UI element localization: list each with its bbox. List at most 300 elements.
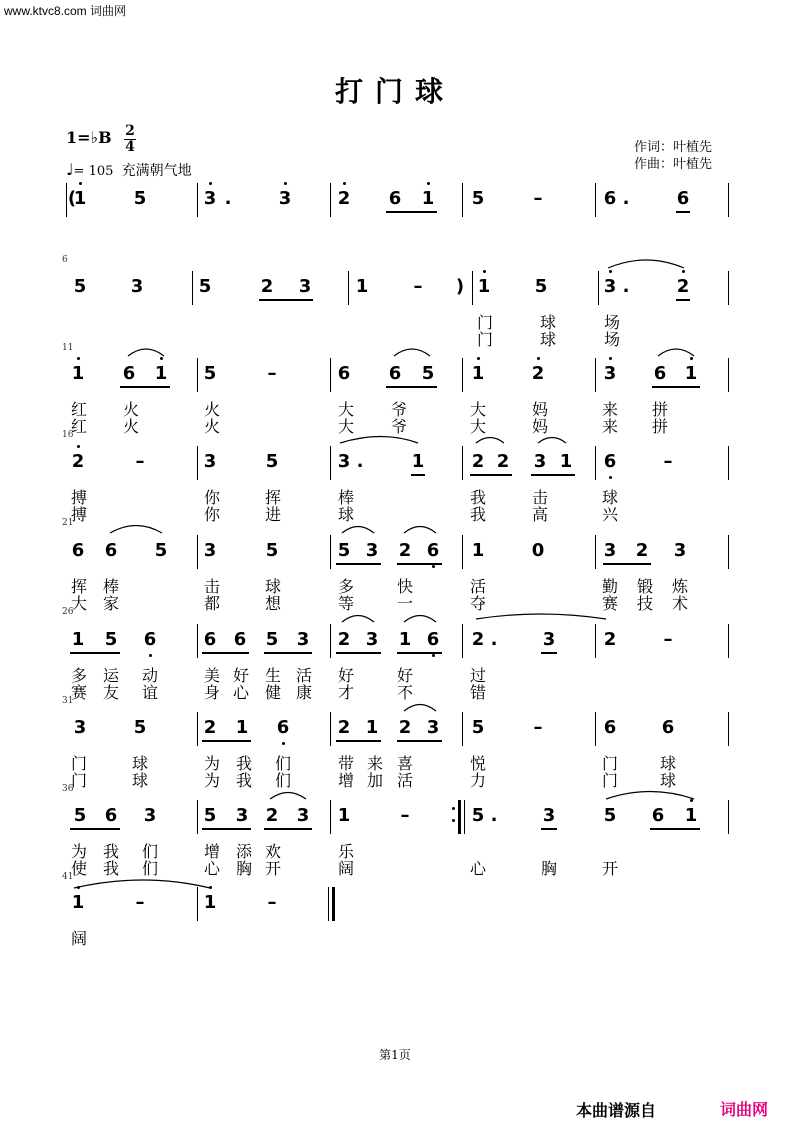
- note: (: [67, 188, 77, 209]
- lyric-1: 门: [476, 313, 493, 332]
- note: 6: [233, 629, 247, 650]
- low-octave-dot: [282, 742, 285, 745]
- composer-credit: 作曲：叶植先: [634, 157, 713, 172]
- tempo-marking: [66, 160, 192, 180]
- source-text: 本曲谱源自: [576, 1101, 657, 1120]
- note: 1: [467, 364, 489, 384]
- note: 5: [265, 540, 279, 561]
- barline: [330, 535, 331, 569]
- note: 1: [680, 364, 702, 384]
- lyric-2: 健: [264, 683, 281, 702]
- lyric-1: 击: [531, 488, 548, 507]
- note: 6: [71, 540, 85, 561]
- lyric-2: 友: [102, 683, 119, 702]
- underline-beam: [411, 474, 425, 476]
- note: 5: [534, 276, 548, 297]
- note: 2: [203, 717, 217, 738]
- note: 6: [272, 718, 294, 738]
- high-octave-dot: [343, 182, 346, 185]
- lyric-1: 过: [469, 666, 486, 685]
- lyric-1: 好: [396, 666, 413, 685]
- high-octave-dot: [209, 182, 212, 185]
- high-octave-dot: [77, 445, 80, 448]
- repeat-thick-bar: [458, 800, 461, 834]
- high-octave-dot: [477, 357, 480, 360]
- lyric-2: 大: [70, 594, 87, 613]
- note: 5: [421, 363, 435, 384]
- lyric-1: 们: [274, 754, 291, 773]
- lyric-2: 火: [122, 417, 139, 436]
- page-title: 打门球: [334, 75, 455, 108]
- barline: [197, 358, 198, 392]
- note: 2: [398, 540, 412, 561]
- lyric-2: 进: [264, 505, 281, 524]
- note: 6: [676, 188, 690, 209]
- slur: [538, 438, 566, 444]
- lyric-1: 棒: [102, 577, 119, 596]
- lyric-2: 活: [396, 771, 413, 790]
- underline-beam: [397, 740, 442, 742]
- underline-beam: [259, 299, 313, 301]
- repeat-dot: [452, 807, 455, 810]
- note: 2: [337, 629, 351, 650]
- slur: [476, 438, 504, 444]
- barline: [595, 358, 596, 392]
- note: 6: [139, 630, 161, 650]
- barline: [595, 446, 596, 480]
- underline-beam: [386, 386, 437, 388]
- note: –: [533, 188, 543, 209]
- lyric-1: 爷: [390, 400, 407, 419]
- measure-number: 41: [62, 872, 74, 882]
- barline: [197, 446, 198, 480]
- barline: [197, 887, 198, 921]
- lyric-2: 胸: [540, 859, 557, 878]
- barline: [472, 271, 473, 305]
- note: 2: [471, 451, 485, 472]
- lyric-1: 活: [469, 577, 486, 596]
- lyric-1: 球: [659, 754, 676, 773]
- note: 3: [599, 364, 621, 384]
- lyric-1: 大: [469, 400, 486, 419]
- measure-number: 16: [62, 430, 74, 440]
- note: 3: [542, 805, 556, 826]
- note: 6: [422, 630, 444, 650]
- underline-beam: [397, 563, 442, 565]
- lyric-1: 拼: [651, 400, 668, 419]
- barline: [462, 446, 463, 480]
- note: 1: [355, 276, 369, 297]
- slur: [270, 793, 306, 800]
- tempo-value: = 105: [73, 164, 114, 179]
- lyric-2: 球: [659, 771, 676, 790]
- barline: [330, 624, 331, 658]
- lyric-1: 门: [70, 754, 87, 773]
- lyric-2: 妈: [531, 417, 548, 436]
- lyric-2: 为: [203, 771, 220, 790]
- note: 3: [542, 629, 556, 650]
- high-octave-dot: [77, 357, 80, 360]
- note: 2: [672, 277, 694, 297]
- slur: [606, 792, 694, 800]
- lyric-1: 多: [70, 666, 87, 685]
- note: .: [622, 188, 630, 209]
- barline: [728, 624, 729, 658]
- underline-beam: [120, 386, 170, 388]
- lyric-2: 谊: [141, 683, 158, 702]
- note: 6: [337, 363, 351, 384]
- note: ): [455, 276, 465, 297]
- lyric-2: 们: [141, 859, 158, 878]
- note: 6: [388, 363, 402, 384]
- underline-beam: [264, 652, 312, 654]
- barline: [728, 535, 729, 569]
- lyric-2: 想: [264, 594, 281, 613]
- lyric-2: 我: [469, 505, 486, 524]
- note: 2: [337, 717, 351, 738]
- note: 5: [203, 363, 217, 384]
- note: 2: [260, 276, 274, 297]
- high-octave-dot: [690, 357, 693, 360]
- lyric-1: 勤: [601, 577, 618, 596]
- slur: [404, 616, 436, 623]
- note: 5: [471, 717, 485, 738]
- note: 5: [471, 805, 485, 826]
- note: 5: [471, 188, 485, 209]
- lyric-1: 击: [203, 577, 220, 596]
- underline-beam: [202, 740, 251, 742]
- note: 6: [599, 452, 621, 472]
- lyric-1: 好: [337, 666, 354, 685]
- measure-number: 6: [62, 255, 68, 265]
- note: .: [622, 276, 630, 297]
- slur: [342, 616, 374, 623]
- lyric-1: 为: [203, 754, 220, 773]
- barline: [595, 624, 596, 658]
- note: 6: [388, 188, 402, 209]
- lyric-2: 胸: [235, 859, 252, 878]
- note: .: [224, 188, 232, 209]
- lyric-2: 我: [102, 859, 119, 878]
- lyric-2: 加: [366, 771, 383, 790]
- lyric-2: 技: [636, 594, 653, 613]
- lyric-2: 拼: [651, 417, 668, 436]
- barline: [330, 712, 331, 746]
- slur: [658, 349, 694, 356]
- lyric-1: 我: [235, 754, 252, 773]
- source-logo[interactable]: 词曲网: [720, 1100, 769, 1119]
- note: –: [135, 451, 145, 472]
- lyric-2: 都: [203, 594, 220, 613]
- barline: [462, 624, 463, 658]
- lyric-2: 康: [295, 683, 312, 702]
- underline-beam: [650, 828, 700, 830]
- lyric-1: 火: [122, 400, 139, 419]
- lyric-1: 生: [264, 666, 281, 685]
- note: 5: [603, 805, 617, 826]
- lyric-2: 夺: [469, 594, 486, 613]
- underline-beam: [603, 563, 651, 565]
- barline: [728, 271, 729, 305]
- lyric-2: 兴: [601, 505, 618, 524]
- high-octave-dot: [690, 799, 693, 802]
- lyric-2: 身: [203, 683, 220, 702]
- barline: [66, 183, 67, 217]
- measure-number: 31: [62, 696, 74, 706]
- underline-beam: [541, 652, 557, 654]
- note: 3: [143, 805, 157, 826]
- note: –: [400, 805, 410, 826]
- high-octave-dot: [537, 357, 540, 360]
- lyric-2: 大: [337, 417, 354, 436]
- high-octave-dot: [79, 182, 82, 185]
- note: 1: [235, 717, 249, 738]
- note: 1: [337, 805, 351, 826]
- lyric-2: 门: [70, 771, 87, 790]
- note: 6: [422, 541, 444, 561]
- note: 3: [365, 629, 379, 650]
- underline-beam: [336, 652, 381, 654]
- lyric-1: 阔: [70, 929, 87, 948]
- underline-beam: [336, 740, 381, 742]
- note: 6: [104, 540, 118, 561]
- note: 2: [471, 629, 485, 650]
- barline: [462, 183, 463, 217]
- watermark: www.ktvc8.com 词曲网: [4, 4, 127, 18]
- note: 5: [265, 451, 279, 472]
- barline: [462, 535, 463, 569]
- lyric-1: 添: [235, 842, 252, 861]
- repeat-thin-bar: [464, 800, 465, 834]
- underline-beam: [676, 299, 690, 301]
- underline-beam: [70, 828, 120, 830]
- note: 1: [559, 451, 573, 472]
- lyric-1: 悦: [469, 754, 486, 773]
- low-octave-dot: [609, 476, 612, 479]
- lyric-1: 球: [264, 577, 281, 596]
- barline: [330, 446, 331, 480]
- note: 3: [426, 717, 440, 738]
- lyric-1: 来: [366, 754, 383, 773]
- lyric-2: 搏: [70, 505, 87, 524]
- high-octave-dot: [209, 886, 212, 889]
- lyric-2: 一: [396, 594, 413, 613]
- note: 5: [198, 276, 212, 297]
- lyric-2: 赛: [601, 594, 618, 613]
- barline: [728, 183, 729, 217]
- measure-number: 21: [62, 518, 74, 528]
- barline: [728, 800, 729, 834]
- barline: [192, 271, 193, 305]
- slur: [342, 527, 374, 534]
- barline: [595, 183, 596, 217]
- note: 1: [69, 189, 91, 209]
- lyric-1: 带: [337, 754, 354, 773]
- underline-beam: [470, 474, 512, 476]
- lyric-2: 才: [337, 683, 354, 702]
- note: 3: [199, 189, 221, 209]
- lyric-2: 球: [131, 771, 148, 790]
- key-signature: 1=♭B: [66, 128, 112, 147]
- slur: [404, 527, 436, 534]
- note: 2: [496, 451, 510, 472]
- lyric-2: 使: [70, 859, 87, 878]
- final-thick-bar: [332, 887, 335, 921]
- lyric-1: 快: [396, 577, 413, 596]
- note: 5: [337, 540, 351, 561]
- note: –: [267, 892, 277, 913]
- note: 3: [203, 540, 217, 561]
- note: 3: [673, 540, 687, 561]
- lyric-1: 球: [601, 488, 618, 507]
- slur: [404, 705, 436, 712]
- barline: [197, 712, 198, 746]
- note: –: [533, 717, 543, 738]
- slur: [394, 349, 430, 356]
- barline: [728, 358, 729, 392]
- repeat-dot: [452, 819, 455, 822]
- note: 3: [365, 540, 379, 561]
- slur: [110, 526, 162, 534]
- lyric-1: 运: [102, 666, 119, 685]
- note: 1: [199, 893, 221, 913]
- time-signature-top: 2: [125, 123, 135, 139]
- lyric-1: 场: [603, 313, 620, 332]
- slur: [608, 260, 684, 268]
- lyric-2: 心: [203, 859, 220, 878]
- note: 6: [603, 717, 617, 738]
- lyric-2: 球: [539, 330, 556, 349]
- lyric-2: 等: [337, 594, 354, 613]
- barline: [728, 712, 729, 746]
- lyric-2: 力: [469, 771, 486, 790]
- slur: [340, 437, 418, 444]
- note: 6: [122, 363, 136, 384]
- barline: [462, 358, 463, 392]
- lyric-2: 大: [469, 417, 486, 436]
- lyric-2: 来: [601, 417, 618, 436]
- lyric-2: 你: [203, 505, 220, 524]
- note: –: [663, 629, 673, 650]
- note: 3: [130, 276, 144, 297]
- barline: [348, 271, 349, 305]
- note: 0: [531, 540, 545, 561]
- note: 6: [661, 717, 675, 738]
- measure-number: 36: [62, 784, 74, 794]
- high-octave-dot: [284, 182, 287, 185]
- underline-beam: [202, 652, 249, 654]
- note: 2: [265, 805, 279, 826]
- note: 6: [653, 363, 667, 384]
- note: 5: [73, 805, 87, 826]
- note: –: [267, 363, 277, 384]
- note: .: [490, 629, 498, 650]
- note: 3: [533, 451, 547, 472]
- note: 5: [133, 717, 147, 738]
- lyric-2: 错: [469, 683, 486, 702]
- lyric-1: 我: [102, 842, 119, 861]
- lyric-2: 阔: [337, 859, 354, 878]
- lyric-2: 火: [203, 417, 220, 436]
- lyric-1: 为: [70, 842, 87, 861]
- lyric-1: 你: [203, 488, 220, 507]
- note: 3: [298, 276, 312, 297]
- lyric-2: 我: [235, 771, 252, 790]
- lyric-2: 心: [232, 683, 249, 702]
- underline-beam: [202, 828, 251, 830]
- lyric-2: 们: [274, 771, 291, 790]
- lyric-1: 门: [601, 754, 618, 773]
- note: 2: [635, 540, 649, 561]
- lyric-2: 术: [671, 594, 688, 613]
- barline: [728, 446, 729, 480]
- barline: [197, 183, 198, 217]
- note: –: [413, 276, 423, 297]
- lyric-1: 炼: [671, 577, 688, 596]
- note: 2: [333, 189, 355, 209]
- slur: [74, 880, 210, 888]
- underline-beam: [676, 211, 690, 213]
- note: 2: [603, 629, 617, 650]
- underline-beam: [70, 652, 120, 654]
- lyric-2: 增: [337, 771, 354, 790]
- note: 5: [104, 629, 118, 650]
- high-octave-dot: [483, 270, 486, 273]
- low-octave-dot: [432, 565, 435, 568]
- lyric-1: 红: [70, 400, 87, 419]
- note: 3: [274, 189, 296, 209]
- lyric-2: 开: [601, 859, 618, 878]
- note: 1: [471, 540, 485, 561]
- note: 5: [265, 629, 279, 650]
- slur: [128, 349, 164, 356]
- note: .: [356, 451, 364, 472]
- note: 5: [133, 188, 147, 209]
- lyric-1: 锻: [636, 577, 653, 596]
- lyric-1: 挥: [264, 488, 281, 507]
- lyric-2: 心: [469, 859, 486, 878]
- lyric-2: 家: [102, 594, 119, 613]
- underline-beam: [652, 386, 700, 388]
- note: 1: [417, 189, 439, 209]
- lyric-1: 美: [203, 666, 220, 685]
- note: 1: [150, 364, 172, 384]
- lyric-2: 球: [337, 505, 354, 524]
- time-signature-bottom: 4: [125, 139, 135, 155]
- note: 6: [651, 805, 665, 826]
- lyric-1: 动: [141, 666, 158, 685]
- underline-beam: [336, 563, 381, 565]
- barline: [598, 271, 599, 305]
- low-octave-dot: [432, 654, 435, 657]
- note: 1: [411, 451, 425, 472]
- high-octave-dot: [427, 182, 430, 185]
- slur: [476, 614, 606, 619]
- note: 1: [473, 277, 495, 297]
- barline: [595, 535, 596, 569]
- high-octave-dot: [160, 357, 163, 360]
- lyric-1: 活: [295, 666, 312, 685]
- note: 3: [73, 717, 87, 738]
- lyric-1: 球: [539, 313, 556, 332]
- note: 5: [154, 540, 168, 561]
- lyric-1: 来: [601, 400, 618, 419]
- lyric-1: 球: [131, 754, 148, 773]
- barline: [197, 624, 198, 658]
- note: 2: [398, 717, 412, 738]
- lyric-1: 乐: [337, 842, 354, 861]
- lyric-1: 棒: [337, 488, 354, 507]
